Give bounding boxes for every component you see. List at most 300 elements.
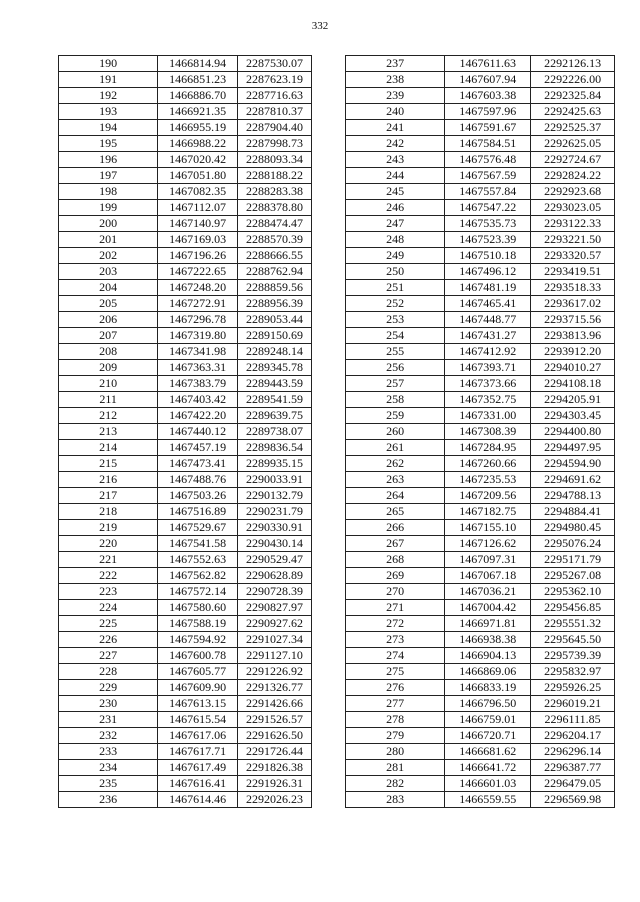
- x-coordinate-cell: 1467572.14: [158, 584, 238, 600]
- y-coordinate-cell: 2296569.98: [531, 792, 615, 808]
- table-row: [59, 488, 312, 504]
- x-coordinate-cell: 1467352.75: [445, 392, 531, 408]
- point-number-cell: 213: [59, 424, 158, 440]
- point-number-cell: 199: [59, 200, 158, 216]
- point-number-cell: 260: [346, 424, 445, 440]
- y-coordinate-cell: 2294205.91: [531, 392, 615, 408]
- table-row: [346, 344, 615, 360]
- coordinates-table-right: [345, 55, 615, 808]
- point-number-cell: 254: [346, 328, 445, 344]
- table-row: [346, 328, 615, 344]
- point-number-cell: 266: [346, 520, 445, 536]
- table-row: [59, 328, 312, 344]
- table-row: [59, 296, 312, 312]
- y-coordinate-cell: 2292226.00: [531, 72, 615, 88]
- x-coordinate-cell: 1467609.90: [158, 680, 238, 696]
- table-row: [59, 712, 312, 728]
- table-row: [346, 152, 615, 168]
- point-number-cell: 216: [59, 472, 158, 488]
- x-coordinate-cell: 1467431.27: [445, 328, 531, 344]
- x-coordinate-cell: 1467260.66: [445, 456, 531, 472]
- table-row: [346, 776, 615, 792]
- y-coordinate-cell: 2291127.10: [238, 648, 312, 664]
- point-number-cell: 206: [59, 312, 158, 328]
- x-coordinate-cell: 1467383.79: [158, 376, 238, 392]
- x-coordinate-cell: 1467617.49: [158, 760, 238, 776]
- x-coordinate-cell: 1467182.75: [445, 504, 531, 520]
- y-coordinate-cell: 2293221.50: [531, 232, 615, 248]
- y-coordinate-cell: 2288570.39: [238, 232, 312, 248]
- x-coordinate-cell: 1467614.46: [158, 792, 238, 808]
- x-coordinate-cell: 1467196.26: [158, 248, 238, 264]
- table-row: [59, 104, 312, 120]
- y-coordinate-cell: 2287530.07: [238, 56, 312, 72]
- table-row: [59, 344, 312, 360]
- point-number-cell: 205: [59, 296, 158, 312]
- table-row: [59, 88, 312, 104]
- y-coordinate-cell: 2289443.59: [238, 376, 312, 392]
- point-number-cell: 275: [346, 664, 445, 680]
- point-number-cell: 212: [59, 408, 158, 424]
- table-row: [346, 648, 615, 664]
- y-coordinate-cell: 2289541.59: [238, 392, 312, 408]
- point-number-cell: 207: [59, 328, 158, 344]
- table-row: [59, 664, 312, 680]
- y-coordinate-cell: 2290430.14: [238, 536, 312, 552]
- point-number-cell: 200: [59, 216, 158, 232]
- point-number-cell: 196: [59, 152, 158, 168]
- y-coordinate-cell: 2291826.38: [238, 760, 312, 776]
- y-coordinate-cell: 2294788.13: [531, 488, 615, 504]
- table-row: [346, 376, 615, 392]
- y-coordinate-cell: 2295832.97: [531, 664, 615, 680]
- y-coordinate-cell: 2290927.62: [238, 616, 312, 632]
- x-coordinate-cell: 1467516.89: [158, 504, 238, 520]
- table-row: [346, 568, 615, 584]
- point-number-cell: 231: [59, 712, 158, 728]
- page-number: 332: [311, 20, 329, 32]
- y-coordinate-cell: 2289053.44: [238, 312, 312, 328]
- x-coordinate-cell: 1467331.00: [445, 408, 531, 424]
- x-coordinate-cell: 1467591.67: [445, 120, 531, 136]
- x-coordinate-cell: 1467600.78: [158, 648, 238, 664]
- point-number-cell: 194: [59, 120, 158, 136]
- table-row: [59, 184, 312, 200]
- point-number-cell: 233: [59, 744, 158, 760]
- y-coordinate-cell: 2295456.85: [531, 600, 615, 616]
- table-row: [346, 520, 615, 536]
- y-coordinate-cell: 2293320.57: [531, 248, 615, 264]
- y-coordinate-cell: 2296019.21: [531, 696, 615, 712]
- y-coordinate-cell: 2294400.80: [531, 424, 615, 440]
- point-number-cell: 259: [346, 408, 445, 424]
- y-coordinate-cell: 2291326.77: [238, 680, 312, 696]
- point-number-cell: 224: [59, 600, 158, 616]
- point-number-cell: 283: [346, 792, 445, 808]
- x-coordinate-cell: 1467594.92: [158, 632, 238, 648]
- table-row: [59, 72, 312, 88]
- y-coordinate-cell: 2289836.54: [238, 440, 312, 456]
- x-coordinate-cell: 1466886.70: [158, 88, 238, 104]
- table-row: [59, 760, 312, 776]
- x-coordinate-cell: 1466921.35: [158, 104, 238, 120]
- y-coordinate-cell: 2296296.14: [531, 744, 615, 760]
- y-coordinate-cell: 2287904.40: [238, 120, 312, 136]
- point-number-cell: 272: [346, 616, 445, 632]
- point-number-cell: 201: [59, 232, 158, 248]
- y-coordinate-cell: 2290033.91: [238, 472, 312, 488]
- point-number-cell: 218: [59, 504, 158, 520]
- point-number-cell: 258: [346, 392, 445, 408]
- table-row: [59, 200, 312, 216]
- point-number-cell: 225: [59, 616, 158, 632]
- table-row: [346, 632, 615, 648]
- point-number-cell: 246: [346, 200, 445, 216]
- point-number-cell: 230: [59, 696, 158, 712]
- table-row: [346, 168, 615, 184]
- table-row: [59, 792, 312, 808]
- y-coordinate-cell: 2294497.95: [531, 440, 615, 456]
- table-row: [59, 472, 312, 488]
- table-row: [59, 392, 312, 408]
- x-coordinate-cell: 1467496.12: [445, 264, 531, 280]
- coordinates-table-left-body: [59, 56, 312, 808]
- x-coordinate-cell: 1467457.19: [158, 440, 238, 456]
- point-number-cell: 209: [59, 360, 158, 376]
- x-coordinate-cell: 1467597.96: [445, 104, 531, 120]
- y-coordinate-cell: 2292425.63: [531, 104, 615, 120]
- table-row: [59, 408, 312, 424]
- y-coordinate-cell: 2287998.73: [238, 136, 312, 152]
- x-coordinate-cell: 1467222.65: [158, 264, 238, 280]
- table-row: [346, 136, 615, 152]
- table-row: [59, 584, 312, 600]
- x-coordinate-cell: 1466601.03: [445, 776, 531, 792]
- y-coordinate-cell: 2288762.94: [238, 264, 312, 280]
- x-coordinate-cell: 1467603.38: [445, 88, 531, 104]
- y-coordinate-cell: 2296204.17: [531, 728, 615, 744]
- x-coordinate-cell: 1466720.71: [445, 728, 531, 744]
- table-row: [346, 232, 615, 248]
- point-number-cell: 252: [346, 296, 445, 312]
- y-coordinate-cell: 2291926.31: [238, 776, 312, 792]
- point-number-cell: 222: [59, 568, 158, 584]
- x-coordinate-cell: 1466955.19: [158, 120, 238, 136]
- y-coordinate-cell: 2295267.08: [531, 568, 615, 584]
- point-number-cell: 240: [346, 104, 445, 120]
- point-number-cell: 282: [346, 776, 445, 792]
- point-number-cell: 238: [346, 72, 445, 88]
- table-row: [346, 440, 615, 456]
- x-coordinate-cell: 1466814.94: [158, 56, 238, 72]
- y-coordinate-cell: 2288283.38: [238, 184, 312, 200]
- table-row: [346, 552, 615, 568]
- y-coordinate-cell: 2295076.24: [531, 536, 615, 552]
- point-number-cell: 204: [59, 280, 158, 296]
- y-coordinate-cell: 2291626.50: [238, 728, 312, 744]
- y-coordinate-cell: 2296111.85: [531, 712, 615, 728]
- point-number-cell: 277: [346, 696, 445, 712]
- y-coordinate-cell: 2295171.79: [531, 552, 615, 568]
- point-number-cell: 245: [346, 184, 445, 200]
- table-row: [346, 72, 615, 88]
- table-row: [59, 616, 312, 632]
- x-coordinate-cell: 1467617.71: [158, 744, 238, 760]
- x-coordinate-cell: 1467529.67: [158, 520, 238, 536]
- table-row: [346, 456, 615, 472]
- y-coordinate-cell: 2296387.77: [531, 760, 615, 776]
- table-row: [59, 216, 312, 232]
- table-row: [346, 504, 615, 520]
- point-number-cell: 190: [59, 56, 158, 72]
- table-row: [346, 88, 615, 104]
- table-row: [59, 696, 312, 712]
- x-coordinate-cell: 1466681.62: [445, 744, 531, 760]
- coordinates-table-right-body: [346, 56, 615, 808]
- table-row: [59, 248, 312, 264]
- y-coordinate-cell: 2287623.19: [238, 72, 312, 88]
- point-number-cell: 276: [346, 680, 445, 696]
- y-coordinate-cell: 2293813.96: [531, 328, 615, 344]
- x-coordinate-cell: 1467473.41: [158, 456, 238, 472]
- y-coordinate-cell: 2288956.39: [238, 296, 312, 312]
- y-coordinate-cell: 2292126.13: [531, 56, 615, 72]
- point-number-cell: 227: [59, 648, 158, 664]
- table-row: [59, 520, 312, 536]
- table-row: [59, 552, 312, 568]
- table-row: [346, 360, 615, 376]
- point-number-cell: 243: [346, 152, 445, 168]
- x-coordinate-cell: 1467308.39: [445, 424, 531, 440]
- table-row: [59, 168, 312, 184]
- point-number-cell: 198: [59, 184, 158, 200]
- table-row: [59, 136, 312, 152]
- x-coordinate-cell: 1467465.41: [445, 296, 531, 312]
- coordinates-table-left: [58, 55, 312, 808]
- y-coordinate-cell: 2296479.05: [531, 776, 615, 792]
- x-coordinate-cell: 1467341.98: [158, 344, 238, 360]
- x-coordinate-cell: 1467567.59: [445, 168, 531, 184]
- y-coordinate-cell: 2290231.79: [238, 504, 312, 520]
- x-coordinate-cell: 1466833.19: [445, 680, 531, 696]
- y-coordinate-cell: 2291226.92: [238, 664, 312, 680]
- point-number-cell: 265: [346, 504, 445, 520]
- y-coordinate-cell: 2292625.05: [531, 136, 615, 152]
- point-number-cell: 244: [346, 168, 445, 184]
- x-coordinate-cell: 1467140.97: [158, 216, 238, 232]
- point-number-cell: 268: [346, 552, 445, 568]
- y-coordinate-cell: 2290728.39: [238, 584, 312, 600]
- x-coordinate-cell: 1467363.31: [158, 360, 238, 376]
- x-coordinate-cell: 1467020.42: [158, 152, 238, 168]
- x-coordinate-cell: 1467481.19: [445, 280, 531, 296]
- y-coordinate-cell: 2294010.27: [531, 360, 615, 376]
- x-coordinate-cell: 1467296.78: [158, 312, 238, 328]
- x-coordinate-cell: 1467051.80: [158, 168, 238, 184]
- y-coordinate-cell: 2294980.45: [531, 520, 615, 536]
- x-coordinate-cell: 1467547.22: [445, 200, 531, 216]
- point-number-cell: 256: [346, 360, 445, 376]
- y-coordinate-cell: 2290827.97: [238, 600, 312, 616]
- y-coordinate-cell: 2291027.34: [238, 632, 312, 648]
- y-coordinate-cell: 2293518.33: [531, 280, 615, 296]
- table-row: [59, 264, 312, 280]
- table-row: [59, 504, 312, 520]
- x-coordinate-cell: 1466869.06: [445, 664, 531, 680]
- table-row: [346, 616, 615, 632]
- x-coordinate-cell: 1467535.73: [445, 216, 531, 232]
- table-row: [59, 280, 312, 296]
- table-row: [346, 472, 615, 488]
- x-coordinate-cell: 1467403.42: [158, 392, 238, 408]
- table-row: [346, 760, 615, 776]
- y-coordinate-cell: 2294884.41: [531, 504, 615, 520]
- point-number-cell: 242: [346, 136, 445, 152]
- point-number-cell: 232: [59, 728, 158, 744]
- point-number-cell: 191: [59, 72, 158, 88]
- y-coordinate-cell: 2289738.07: [238, 424, 312, 440]
- point-number-cell: 267: [346, 536, 445, 552]
- x-coordinate-cell: 1467373.66: [445, 376, 531, 392]
- table-row: [346, 248, 615, 264]
- y-coordinate-cell: 2288474.47: [238, 216, 312, 232]
- y-coordinate-cell: 2294594.90: [531, 456, 615, 472]
- x-coordinate-cell: 1467576.48: [445, 152, 531, 168]
- point-number-cell: 269: [346, 568, 445, 584]
- point-number-cell: 247: [346, 216, 445, 232]
- table-row: [59, 120, 312, 136]
- table-row: [59, 152, 312, 168]
- x-coordinate-cell: 1467248.20: [158, 280, 238, 296]
- x-coordinate-cell: 1467155.10: [445, 520, 531, 536]
- y-coordinate-cell: 2287716.63: [238, 88, 312, 104]
- x-coordinate-cell: 1466851.23: [158, 72, 238, 88]
- y-coordinate-cell: 2292824.22: [531, 168, 615, 184]
- table-row: [346, 200, 615, 216]
- y-coordinate-cell: 2291526.57: [238, 712, 312, 728]
- table-row: [59, 600, 312, 616]
- table-row: [59, 680, 312, 696]
- point-number-cell: 241: [346, 120, 445, 136]
- x-coordinate-cell: 1466641.72: [445, 760, 531, 776]
- y-coordinate-cell: 2293617.02: [531, 296, 615, 312]
- x-coordinate-cell: 1467616.41: [158, 776, 238, 792]
- table-row: [59, 728, 312, 744]
- table-row: [346, 280, 615, 296]
- x-coordinate-cell: 1467617.06: [158, 728, 238, 744]
- x-coordinate-cell: 1467584.51: [445, 136, 531, 152]
- point-number-cell: 249: [346, 248, 445, 264]
- x-coordinate-cell: 1467126.62: [445, 536, 531, 552]
- point-number-cell: 236: [59, 792, 158, 808]
- x-coordinate-cell: 1467557.84: [445, 184, 531, 200]
- point-number-cell: 221: [59, 552, 158, 568]
- point-number-cell: 270: [346, 584, 445, 600]
- y-coordinate-cell: 2292923.68: [531, 184, 615, 200]
- x-coordinate-cell: 1467235.53: [445, 472, 531, 488]
- x-coordinate-cell: 1467562.82: [158, 568, 238, 584]
- y-coordinate-cell: 2289935.15: [238, 456, 312, 472]
- point-number-cell: 271: [346, 600, 445, 616]
- point-number-cell: 211: [59, 392, 158, 408]
- table-row: [346, 728, 615, 744]
- point-number-cell: 263: [346, 472, 445, 488]
- x-coordinate-cell: 1467004.42: [445, 600, 531, 616]
- y-coordinate-cell: 2288093.34: [238, 152, 312, 168]
- table-row: [346, 792, 615, 808]
- point-number-cell: 203: [59, 264, 158, 280]
- y-coordinate-cell: 2290529.47: [238, 552, 312, 568]
- y-coordinate-cell: 2290132.79: [238, 488, 312, 504]
- point-number-cell: 274: [346, 648, 445, 664]
- x-coordinate-cell: 1467510.18: [445, 248, 531, 264]
- point-number-cell: 219: [59, 520, 158, 536]
- point-number-cell: 235: [59, 776, 158, 792]
- x-coordinate-cell: 1467209.56: [445, 488, 531, 504]
- table-row: [346, 680, 615, 696]
- y-coordinate-cell: 2295362.10: [531, 584, 615, 600]
- table-row: [346, 392, 615, 408]
- x-coordinate-cell: 1466559.55: [445, 792, 531, 808]
- y-coordinate-cell: 2289150.69: [238, 328, 312, 344]
- table-row: [346, 488, 615, 504]
- table-row: [59, 312, 312, 328]
- point-number-cell: 262: [346, 456, 445, 472]
- table-row: [346, 264, 615, 280]
- point-number-cell: 214: [59, 440, 158, 456]
- point-number-cell: 261: [346, 440, 445, 456]
- point-number-cell: 202: [59, 248, 158, 264]
- table-row: [346, 296, 615, 312]
- point-number-cell: 281: [346, 760, 445, 776]
- table-row: [346, 312, 615, 328]
- point-number-cell: 239: [346, 88, 445, 104]
- point-number-cell: 193: [59, 104, 158, 120]
- x-coordinate-cell: 1467393.71: [445, 360, 531, 376]
- point-number-cell: 215: [59, 456, 158, 472]
- x-coordinate-cell: 1466796.50: [445, 696, 531, 712]
- point-number-cell: 250: [346, 264, 445, 280]
- x-coordinate-cell: 1467272.91: [158, 296, 238, 312]
- y-coordinate-cell: 2295739.39: [531, 648, 615, 664]
- x-coordinate-cell: 1467284.95: [445, 440, 531, 456]
- table-row: [59, 360, 312, 376]
- y-coordinate-cell: 2289248.14: [238, 344, 312, 360]
- y-coordinate-cell: 2293419.51: [531, 264, 615, 280]
- x-coordinate-cell: 1467097.31: [445, 552, 531, 568]
- point-number-cell: 273: [346, 632, 445, 648]
- table-row: [346, 56, 615, 72]
- x-coordinate-cell: 1467613.15: [158, 696, 238, 712]
- y-coordinate-cell: 2288378.80: [238, 200, 312, 216]
- y-coordinate-cell: 2289639.75: [238, 408, 312, 424]
- point-number-cell: 220: [59, 536, 158, 552]
- y-coordinate-cell: 2290330.91: [238, 520, 312, 536]
- table-row: [346, 600, 615, 616]
- y-coordinate-cell: 2293122.33: [531, 216, 615, 232]
- x-coordinate-cell: 1467082.35: [158, 184, 238, 200]
- point-number-cell: 264: [346, 488, 445, 504]
- x-coordinate-cell: 1467169.03: [158, 232, 238, 248]
- point-number-cell: 253: [346, 312, 445, 328]
- table-row: [59, 56, 312, 72]
- table-row: [346, 712, 615, 728]
- table-row: [346, 424, 615, 440]
- x-coordinate-cell: 1467611.63: [445, 56, 531, 72]
- point-number-cell: 210: [59, 376, 158, 392]
- point-number-cell: 223: [59, 584, 158, 600]
- table-row: [59, 376, 312, 392]
